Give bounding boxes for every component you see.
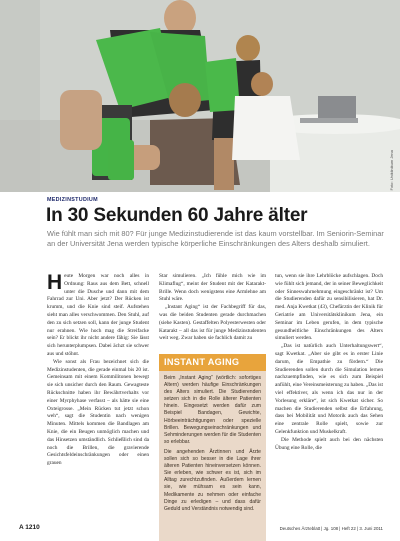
info-box-body	[159, 371, 266, 513]
body-column-1	[47, 273, 149, 468]
body-paragraph: Wie sonst als Frau bezeichnet sich die Medizinstudenten, die gerade einmal bis 20 ist. Gemeinsam mit einem Kommilitonen bewegt sie sich unsicher durch den Raum. Gewagteste Rückschnitte haben ihr Bewährtverhalts vor einer Myrphyhase verfasst – als hätte sie eine Oxteigrosse. „Mein Rücken tut jetzt schon weh“, sagt die Studentin nach wenigen Minuten. Mittels kommen die Bandlagen am Knie, die ein Beugen unmöglich machen und das Hinsetzen umständlich. Schließlich sind da noch die Brillen, die gravierende Gesichtsfeldeinschränkungen oder einen grauen	[47, 358, 149, 467]
article-headline: In 30 Sekunden 60 Jahre älter	[46, 205, 308, 226]
body-paragraph: tun, wenn sie ihre Lehrblöcke aufschlagen. Doch wie fühlt sich jemand, der in seiner Beweglichkeit oder Sinneswahrnehmung eingeschränkt ist? Um die Studierenden dafür zu sensibilisieren, hat Dr. med. Anja Kwetkat (43), Chefärztin der Klinik für Geriatrie am Universitätsklinikum Jena, ein Seminar im Leben gerufen, in dem typische gesundheitliche Einschränkungen des Alters simuliert werden.	[275, 273, 383, 342]
body-paragraph: Star simulieren. „Ich fühle mich wie im Klimaflug“, meint der Student mit der Katarakt-Brille. Wenn doch wenigstens eine Armlehne am Stuhl wäre.	[159, 273, 266, 303]
info-box-instant-aging	[159, 354, 266, 541]
info-box-title: INSTANT AGING	[164, 357, 240, 367]
page-number: A 1210	[19, 524, 40, 531]
body-paragraph: eute Morgen war noch alles in Ordnung: Raus aus dem Bett, schnell unter die Dusche und dann mit dem Fahrrad zur Uni. Aber jetzt? Der Rücken ist krumm, und die Knie sind steif. Aufstehen sieht man alles verschwommen. Den Stuhl, auf den zu sich setzen soll, kann der junge Student nur erahnen. Wie hoch mag die Streifacke sein? Er blickt ihr nicht andere fähig: Sie lässt sich herunterplumpsen. Dabei ächzt sie schwer aus und stöhnt.	[47, 273, 149, 357]
info-box-header	[159, 354, 266, 371]
article-photo	[0, 0, 400, 192]
info-box-paragraph: Die angehenden Ärztinnen und Ärzte sollen sich so besser in die Lage ihrer älteren Patienten hineinversetzen können. Sie erleben, wie schwer es ist, sich im Alltag zurechtzufinden. Außerdem lernen sie, wie mühsam es sein kann, Medikamente zu nehmen oder einfache Dinge zu erledigen – und dass dafür Geduld und Verständnis notwendig sind.	[164, 448, 261, 512]
section-rubric: MEDIZINSTUDIUM	[47, 197, 98, 203]
body-paragraph: „Instant Aging“ ist der Fachbegriff für das, was die beiden Studenten gerade durchmachen (siehe Kasten). Gestaffelten Polyesterwesten oder Katarakt – all das ist für junge Medizinstudenten weit weg. Zwar haben sie fachlich damit zu	[159, 304, 266, 342]
info-box-paragraph: Beim „Instant Aging“ (wörtlich: sofortiges Altern) werden häufige Einschränkungen des Alters simuliert. Die Studierenden setzen sich in die Rolle älterer Patienten hinein. Eingesetzt werden dafür zum Beispiel Bandagen, Gewichte, Hörbeeinträchtigungen oder spezielle Brillen. Bewegungseinschränkungen und Sehminderungen werden für die Studenten so erlebbar.	[164, 375, 261, 445]
journal-footer: Deutsches Ärzteblatt | Jg. 108 | Heft 22 | 3. Juni 2011	[279, 526, 383, 531]
body-paragraph: „Das ist natürlich auch Unterhaltungswert“, sagt Kwetkat. „Aber sie gibt es in erster Linie darum, die Empathie zu fördern.“ Die Studierenden sollen durch die Simulation lernen nachzuempfinden, wie es sich zum Beispiel anfühlt, eine Vereinsmeisterung zu haben. „Das ist viel effektiver, als wenn ich das nur in der Vorlesung erkläre“, ist sich Kwetkat sicher. So machen die Studierenden selbst die Erfahrung, dass bei Mobilität und Motorik auch das Sehen eine zentrale Rolle spielt, sowie zur Gelenkfunktion und Muskelkraft.	[275, 343, 383, 435]
drop-cap: H	[47, 271, 63, 294]
photo-credit: Foto: Uniklinikum Jena	[389, 150, 394, 191]
body-column-2	[159, 273, 266, 343]
body-column-3	[275, 273, 383, 452]
body-paragraph: Die Methode spielt auch bei den nächsten Übung eine Rolle, die	[275, 436, 383, 451]
article-lead: Wie fühlt man sich mit 80? Für junge Medizinstudierende ist das kaum vorstellbar. Im Seniorin-Seminar an der Universität Jena werden typische körperliche Einschränkungen des Alters deshalb simuliert.	[47, 229, 384, 248]
photo-illustration	[0, 0, 400, 192]
